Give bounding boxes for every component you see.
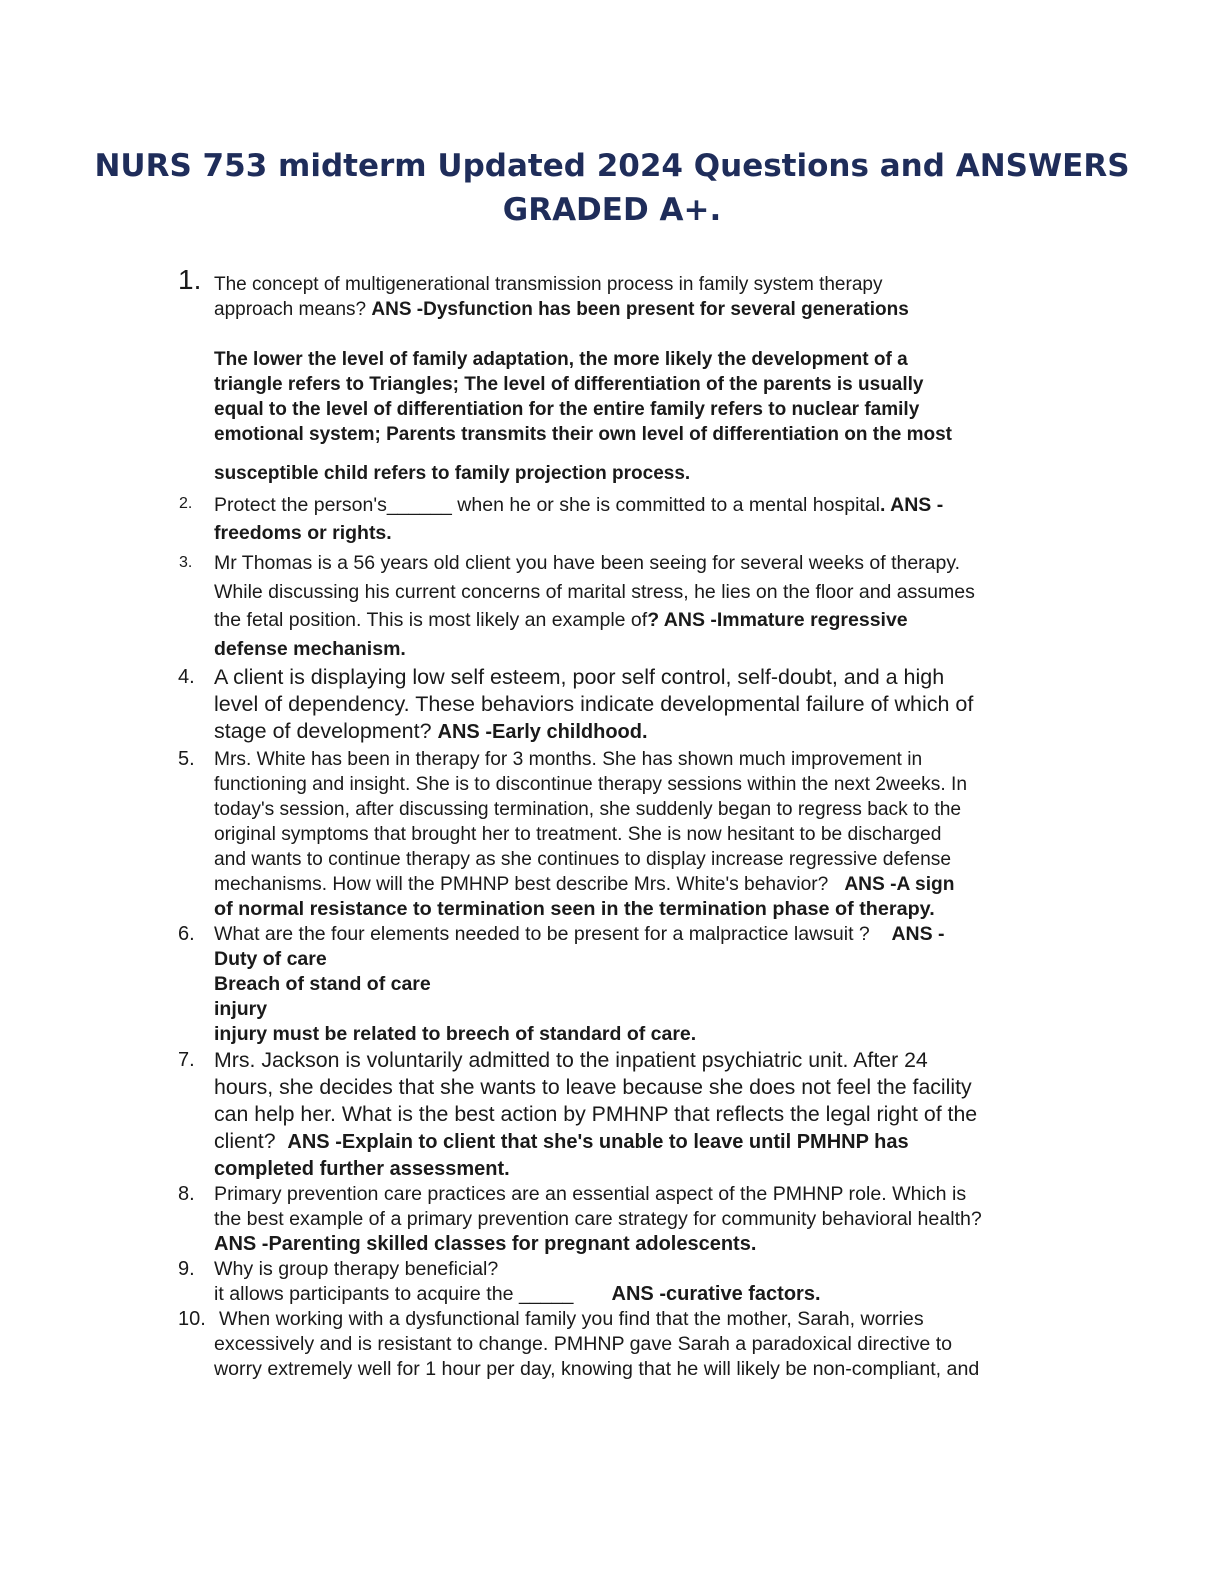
question-text: Mr Thomas is a 56 years old client you have been seeing for several weeks of therapy. xyxy=(214,552,961,574)
answer-text: The lower the level of family adaptation, the more likely the development of a xyxy=(214,349,908,370)
question-number: 10. xyxy=(178,1308,206,1330)
question-text: today's session, after discussing termination, she suddenly began to regress back to the xyxy=(214,799,962,820)
question-text-line xyxy=(214,718,1074,746)
question-text: What are the four elements needed to be present for a malpractice lawsuit ? xyxy=(214,923,870,945)
question-text: stage of development? xyxy=(214,719,432,743)
question-text: Why is group therapy beneficial? xyxy=(214,1258,499,1280)
answer-text: . ANS - xyxy=(880,494,944,516)
answer-text: ANS - xyxy=(891,923,945,945)
question-text: client? xyxy=(214,1129,276,1153)
answer-text: ANS -Parenting skilled classes for pregnant adolescents. xyxy=(214,1233,757,1255)
answer-text: injury xyxy=(214,998,268,1020)
question-body xyxy=(214,1047,1074,1183)
question-body xyxy=(214,549,1074,663)
question-text: While discussing his current concerns of marital stress, he lies on the floor and assumes xyxy=(214,580,975,603)
question-text: excessively and is resistant to change. PMHNP gave Sarah a paradoxical directive to xyxy=(214,1333,953,1355)
question-text-line xyxy=(214,922,1074,947)
question-text: Protect the person's______ when he or she is committed to a mental hospital xyxy=(214,494,881,516)
question-text: Primary prevention care practices are an essential aspect of the PMHNP role. Which is xyxy=(214,1183,967,1205)
question-text: level of dependency. These behaviors indicate developmental failure of which of xyxy=(214,692,974,716)
answer-text: of normal resistance to termination seen in the termination phase of therapy. xyxy=(214,898,935,920)
blank-line xyxy=(214,322,1074,347)
question-text-line xyxy=(214,491,1074,519)
title-line-1: NURS 753 midterm Updated 2024 Questions and ANSWERS xyxy=(94,148,1130,184)
question-text-line xyxy=(214,297,1074,322)
question-text: original symptoms that brought her to treatment. She is now hesitant to be discharged xyxy=(214,824,942,845)
answer-text: Duty of care xyxy=(214,948,327,970)
question-number: 3. xyxy=(179,554,193,571)
question-text: functioning and insight. She is to discontinue therapy sessions within the next 2weeks. In xyxy=(214,774,968,795)
title-line-2: GRADED A+. xyxy=(502,192,722,228)
answer-text: Breach of stand of care xyxy=(214,973,431,995)
question-text: The concept of multigenerational transmission process in family system therapy xyxy=(214,274,883,295)
question-text: the best example of a primary prevention care strategy for community behavioral health? xyxy=(214,1208,982,1230)
answer-text: defense mechanism. xyxy=(214,637,406,660)
question-body xyxy=(214,491,1074,547)
answer-text: ANS -Early childhood. xyxy=(437,721,648,743)
answer-text: susceptible child refers to family projection process. xyxy=(214,463,691,484)
question-text: Mrs. Jackson is voluntarily admitted to the inpatient psychiatric unit. After 24 xyxy=(214,1048,928,1072)
question-text: can help her. What is the best action by PMHNP that reflects the legal right of the xyxy=(214,1102,978,1126)
answer-text: completed further assessment. xyxy=(214,1158,510,1180)
answer-text: injury must be related to breech of standard of care. xyxy=(214,1023,697,1045)
question-text: and wants to continue therapy as she continues to display increase regressive defense xyxy=(214,849,952,870)
answer-text: ANS -Dysfunction has been present for several generations xyxy=(371,299,909,320)
question-body xyxy=(214,922,1074,1047)
question-text: it allows participants to acquire the _____ xyxy=(214,1283,574,1305)
question-number: 2. xyxy=(179,495,193,512)
question-text-line xyxy=(214,1128,1074,1156)
question-text-line xyxy=(214,1282,1074,1307)
answer-text: freedoms or rights. xyxy=(214,522,392,544)
question-body xyxy=(214,1307,1074,1382)
question-text: When working with a dysfunctional family you find that the mother, Sarah, worries xyxy=(219,1308,924,1330)
question-text-line xyxy=(214,606,1074,635)
question-body xyxy=(214,1182,1074,1257)
question-body xyxy=(214,272,1074,486)
question-number: 1. xyxy=(178,264,202,295)
question-text: A client is displaying low self esteem, poor self control, self-doubt, and a high xyxy=(214,665,945,689)
question-body xyxy=(214,747,1074,922)
question-number: 4. xyxy=(178,666,195,688)
answer-text: emotional system; Parents transmits their own level of differentiation on the most xyxy=(214,424,952,445)
question-number: 5. xyxy=(178,748,195,770)
document-title xyxy=(0,144,1224,232)
question-text: the fetal position. This is most likely an example of xyxy=(214,609,648,631)
question-number: 9. xyxy=(178,1258,195,1280)
question-number: 7. xyxy=(178,1049,195,1071)
question-text: mechanisms. How will the PMHNP best describe Mrs. White's behavior? xyxy=(214,874,829,895)
question-text: Mrs. White has been in therapy for 3 months. She has shown much improvement in xyxy=(214,749,923,770)
question-number: 6. xyxy=(178,923,195,945)
question-text-line xyxy=(214,872,1074,897)
answer-text: equal to the level of differentiation for the entire family refers to nuclear family xyxy=(214,399,920,420)
answer-text: ? ANS -Immature regressive xyxy=(647,609,908,631)
question-text: worry extremely well for 1 hour per day, knowing that he will likely be non-compliant, and xyxy=(214,1358,980,1380)
question-number: 8. xyxy=(178,1183,195,1205)
question-body xyxy=(214,664,1074,746)
answer-text: ANS -A sign xyxy=(844,874,955,895)
question-body xyxy=(214,1257,1074,1307)
question-text: approach means? xyxy=(214,299,367,320)
answer-text: triangle refers to Triangles; The level of differentiation of the parents is usually xyxy=(214,374,924,395)
question-text: hours, she decides that she wants to leave because she does not feel the facility xyxy=(214,1075,972,1099)
answer-text: ANS -Explain to client that she's unable to leave until PMHNP has xyxy=(287,1131,909,1153)
answer-text: ANS -curative factors. xyxy=(611,1283,821,1305)
